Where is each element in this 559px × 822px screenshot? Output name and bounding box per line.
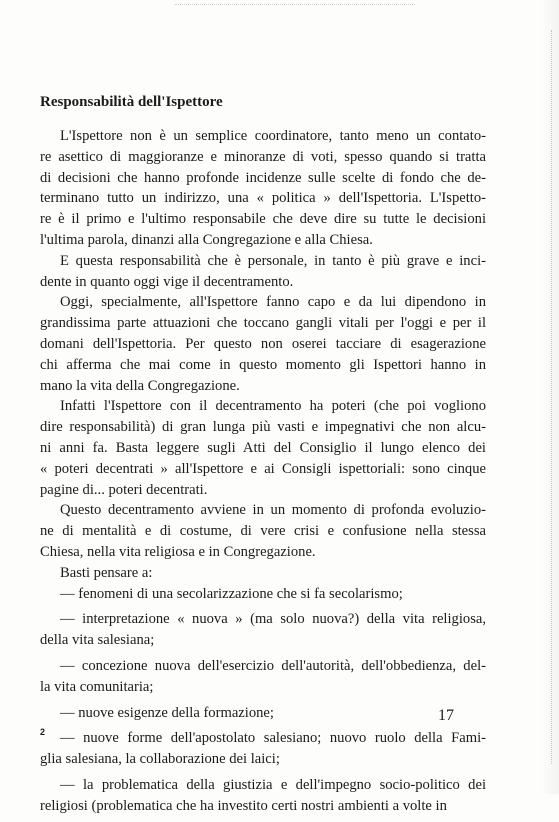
page-edge-shadow: [541, 0, 559, 794]
page-edge-line: [551, 30, 552, 764]
list-item-line: glia salesiana, la collaborazione dei laici;: [40, 751, 280, 768]
paragraph-line: re è il primo e l'ultimo responsabile che deve dire su tutte le decisioni: [40, 211, 486, 228]
list-item-line: — concezione nuova dell'esercizio dell'autorità, dell'obbedienza, del-: [60, 657, 486, 674]
section-title: Responsabilità dell'Ispettore: [40, 94, 223, 110]
list-item-line: — interpretazione « nuova » (ma solo nuova?) della vita religiosa,: [60, 611, 486, 628]
paragraphs: [40, 126, 486, 584]
paragraph-line: « poteri decentrati » all'Ispettore e ai Consigli ispettoriali: sono cinque: [40, 460, 486, 477]
paragraph-line: ne di mentalità e di costume, di vere crisi e confusione nella stessa: [40, 523, 486, 540]
paragraph-line: Chiesa, nella vita religiosa e in Congregazione.: [40, 543, 316, 560]
list-item: [40, 584, 486, 605]
list: [40, 584, 486, 817]
list-item: [40, 656, 486, 698]
top-scan-specks: [175, 4, 415, 5]
paragraph: [40, 396, 486, 500]
paragraph-line: E questa responsabilità che è personale, in tanto è più grave e inci-: [60, 252, 486, 269]
paragraph-line: ni anni fa. Basta leggere sugli Atti del Consiglio il lungo elenco dei: [40, 439, 486, 456]
paragraph: [40, 292, 486, 396]
paragraph: [40, 126, 486, 251]
paragraph-line: domani dell'Ispettoria. Per questo non oserei tacciare di esagerazione: [40, 335, 486, 352]
list-item-line: — nuove forme dell'apostolato salesiano; nuovo ruolo della Fami-: [60, 730, 486, 747]
list-item: [40, 775, 486, 817]
paragraph-line: grandissima parte attuazioni che toccano gangli vitali per l'oggi e per il: [40, 315, 486, 332]
paragraph: [40, 500, 486, 562]
paragraph-line: Questo decentramento avviene in un momento di profonda evoluzio-: [60, 502, 486, 519]
body-text: [40, 126, 486, 822]
paragraph-line: dire responsabilità) di gran lunga più vasti e impegnativi che non alcu-: [40, 419, 486, 436]
list-item-line: — nuove esigenze della formazione;: [60, 704, 274, 721]
list-item: [40, 609, 486, 651]
paragraph-line: chi afferma che mai come in questo momento gli Ispettori hanno in: [40, 356, 486, 373]
page-number: 17: [438, 707, 454, 724]
list-item-line: — fenomeni di una secolarizzazione che si fa secolarismo;: [60, 585, 403, 602]
list-item-line: della vita salesiana;: [40, 632, 155, 649]
paragraph-line: mano la vita della Congregazione.: [40, 377, 240, 394]
paragraph-line: Oggi, specialmente, all'Ispettore fanno capo e da lui dipendono in: [60, 294, 486, 311]
paragraph-line: Infatti l'Ispettore con il decentramento ha poteri (che poi vogliono: [60, 398, 486, 415]
list-item-line: religiosi (problematica che ha investito certi nostri ambienti a volte in: [40, 797, 447, 814]
list-item-line: la vita comunitaria;: [40, 678, 154, 695]
paragraph-line: pagine di... poteri decentrati.: [40, 481, 208, 498]
paragraph-line: di decisioni che hanno profonde incidenze sulle scelte di fondo che de-: [40, 169, 486, 186]
paragraph: [40, 251, 486, 293]
paragraph-line: L'Ispettore non è un semplice coordinatore, tanto meno un contato-: [60, 128, 486, 144]
paragraph-line: re asettico di maggioranze e minoranze di voti, spesso quando si tratta: [40, 148, 486, 165]
list-item: [40, 703, 486, 724]
paragraph-line: l'ultima parola, dinanzi alla Congregazione e alla Chiesa.: [40, 231, 373, 248]
paragraph-line: dente in quanto oggi vige il decentramento.: [40, 273, 294, 290]
list-item: [40, 728, 486, 770]
margin-mark: 2: [40, 727, 46, 737]
list-item-line: — la problematica della giustizia e dell'impegno socio-politico dei: [60, 776, 486, 793]
paragraph-line: Basti pensare a:: [60, 564, 153, 581]
paragraph-line: terminano tutto un indirizzo, una « politica » dell'Ispettoria. L'Ispetto-: [40, 190, 486, 207]
paragraph: [40, 563, 486, 584]
